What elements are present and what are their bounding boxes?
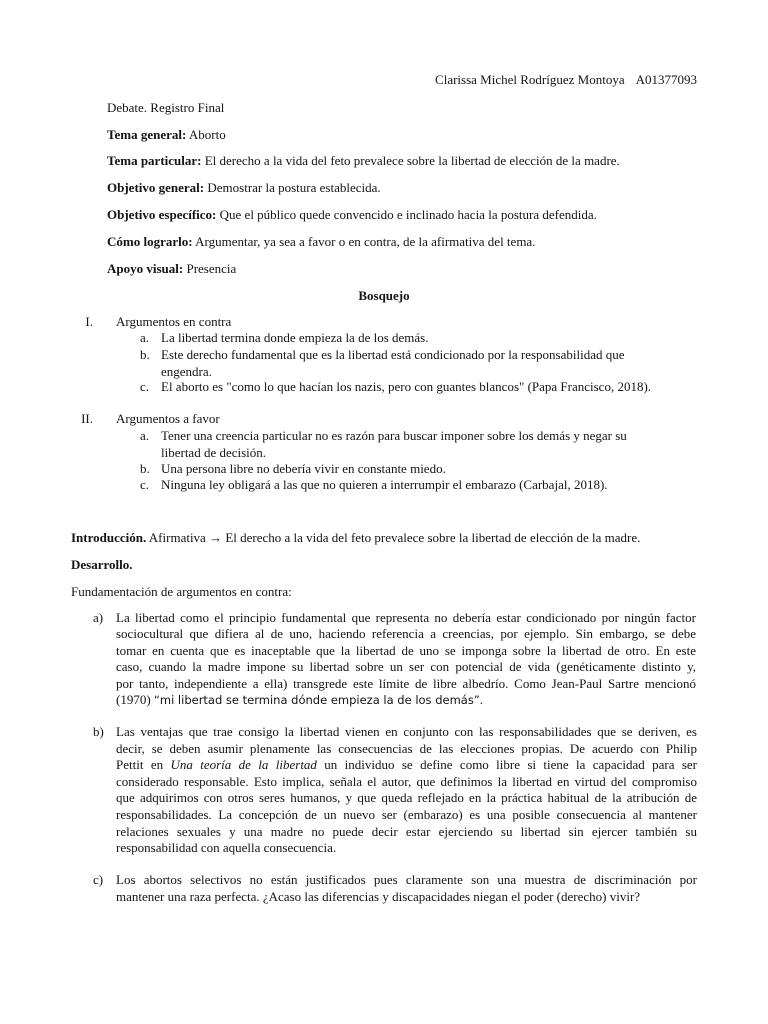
document-header xyxy=(435,72,697,89)
item-marker: a. xyxy=(140,428,150,443)
paragraph-line: tomar en cuenta que es inaceptable que la libertad de uno se imponga sobre la libertad de otro. En este xyxy=(116,642,696,658)
item-marker: b. xyxy=(140,461,150,476)
development-subheading: Fundamentación de argumentos en contra: xyxy=(71,584,292,599)
line-start: Pettit en xyxy=(116,757,171,773)
paragraph-line: caso, cuando la madre impone su libertad sobre un ser con potencial de vida (genéticamente distinto y, xyxy=(116,659,696,675)
list-item xyxy=(161,347,625,380)
list-item-line: Este derecho fundamental que es la libertad está condicionado por la responsabilidad que xyxy=(161,347,625,362)
section-numeral: II. xyxy=(81,411,93,426)
field-value: Que el público quede convencido e inclinado hacia la postura defendida. xyxy=(219,207,597,222)
field-tema-particular xyxy=(107,153,620,170)
section-title: Argumentos a favor xyxy=(116,411,220,426)
paragraph-line xyxy=(116,757,697,774)
outline-heading: Bosquejo xyxy=(358,288,410,303)
section-title: Argumentos en contra xyxy=(116,314,232,329)
field-tema-general xyxy=(107,127,226,144)
field-objetivo-general xyxy=(107,180,381,197)
field-label: Apoyo visual: xyxy=(107,261,184,276)
list-item xyxy=(161,379,651,396)
list-item xyxy=(161,461,446,478)
paragraph-line: que adquirimos con otros seres humanos, y que queda reflejado en la práctica habitual de la atribución de xyxy=(116,790,697,806)
argument-marker: b) xyxy=(93,724,104,739)
document-title: Debate. Registro Final xyxy=(107,100,225,115)
section-numeral: I. xyxy=(85,314,93,329)
list-item-line: Ninguna ley obligará a las que no quieren a interrumpir el embarazo (Carbajal, 2018). xyxy=(161,477,608,492)
field-value: Demostrar la postura establecida. xyxy=(207,180,381,195)
paragraph-line: responsabilidad con aquella consecuencia. xyxy=(116,840,337,856)
student-id: A01377093 xyxy=(635,72,697,87)
development-label: Desarrollo. xyxy=(71,557,133,572)
field-como-lograrlo xyxy=(107,234,535,251)
argument-paragraph xyxy=(116,872,697,905)
field-label: Cómo lograrlo: xyxy=(107,234,193,249)
list-item xyxy=(161,428,627,461)
paragraph-line: responsabilidades. La concepción de un nuevo ser (embarazo) es una posible consecuencia al mantener xyxy=(116,806,697,822)
paragraph-line xyxy=(116,692,696,708)
list-item xyxy=(161,330,428,347)
list-item-line: libertad de decisión. xyxy=(161,444,267,460)
paragraph-line: por tanto, independiente a ella) transgrede este límite de libre albedrío. Como Jean-Paul Sartre mencionó xyxy=(116,675,696,691)
paragraph-line: La libertad como el principio fundamental que representa no debería estar condicionado por ningún factor xyxy=(116,610,696,625)
item-marker: c. xyxy=(140,379,150,394)
argument-paragraph xyxy=(116,610,696,708)
paragraph-line: Las ventajas que trae consigo la libertad vienen en conjunto con las responsabilidades que se deriven, es xyxy=(116,724,697,739)
introduction xyxy=(71,530,640,547)
author-name: Clarissa Michel Rodríguez Montoya xyxy=(435,72,625,87)
field-apoyo-visual xyxy=(107,261,236,278)
paragraph-line: mantener una raza perfecta. ¿Acaso las diferencias y discapacidades niegan el poder (derecho) vivir? xyxy=(116,888,641,904)
field-value: Argumentar, ya sea a favor o en contra, de la afirmativa del tema. xyxy=(195,234,536,249)
argument-marker: c) xyxy=(93,872,104,887)
item-marker: c. xyxy=(140,477,150,492)
line-rest: un individuo se define como libre si tiene la capacidad para ser xyxy=(316,757,698,773)
field-label: Tema particular: xyxy=(107,153,202,168)
item-marker: a. xyxy=(140,330,150,345)
field-value: Presencia xyxy=(186,261,237,276)
argument-marker: a) xyxy=(93,610,104,625)
list-item-line: engendra. xyxy=(161,363,212,379)
introduction-text: Afirmativa → El derecho a la vida del feto prevalece sobre la libertad de elección de la madre. xyxy=(148,530,641,545)
citation-year: (1970) xyxy=(116,692,154,708)
introduction-label: Introducción. xyxy=(71,530,147,545)
field-objetivo-especifico xyxy=(107,207,597,224)
sartre-quote: “mi libertad se termina dónde empieza la de los demás” xyxy=(153,693,480,708)
list-item-line: Tener una creencia particular no es razón para buscar imponer sobre los demás y negar su xyxy=(161,428,627,443)
field-label: Tema general: xyxy=(107,127,187,142)
paragraph-line: relaciones sexuales y una madre no puede decir estar ejerciendo su libertad sin ejercer también su xyxy=(116,823,697,839)
paragraph-line: decir, se deben asumir plenamente las consecuencias de las elecciones propias. De acuerdo con Philip xyxy=(116,740,697,756)
line-end: . xyxy=(479,692,484,708)
paragraph-line: considerado responsable. Esto implica, señala el autor, que definimos la libertad en virtud del compromiso xyxy=(116,773,697,789)
list-item xyxy=(161,477,608,494)
field-label: Objetivo específico: xyxy=(107,207,217,222)
field-label: Objetivo general: xyxy=(107,180,205,195)
item-marker: b. xyxy=(140,347,150,362)
paragraph-line: Los abortos selectivos no están justificados pues claramente son una muestra de discriminación por xyxy=(116,872,697,887)
paragraph-line: sociocultural que difiera al de uno, haciendo referencia a creencias, por ejemplo. Sin embargo, se debe xyxy=(116,626,696,642)
field-value: El derecho a la vida del feto prevalece sobre la libertad de elección de la madre. xyxy=(204,153,620,168)
argument-paragraph xyxy=(116,724,697,857)
book-title: Una teoría de la libertad xyxy=(170,757,317,773)
list-item-line: Una persona libre no debería vivir en constante miedo. xyxy=(161,461,446,476)
list-item-line: El aborto es "como lo que hacían los nazis, pero con guantes blancos" (Papa Francisco, 2018). xyxy=(161,379,652,394)
list-item-line: La libertad termina donde empieza la de los demás. xyxy=(161,330,429,345)
field-value: Aborto xyxy=(188,127,226,142)
